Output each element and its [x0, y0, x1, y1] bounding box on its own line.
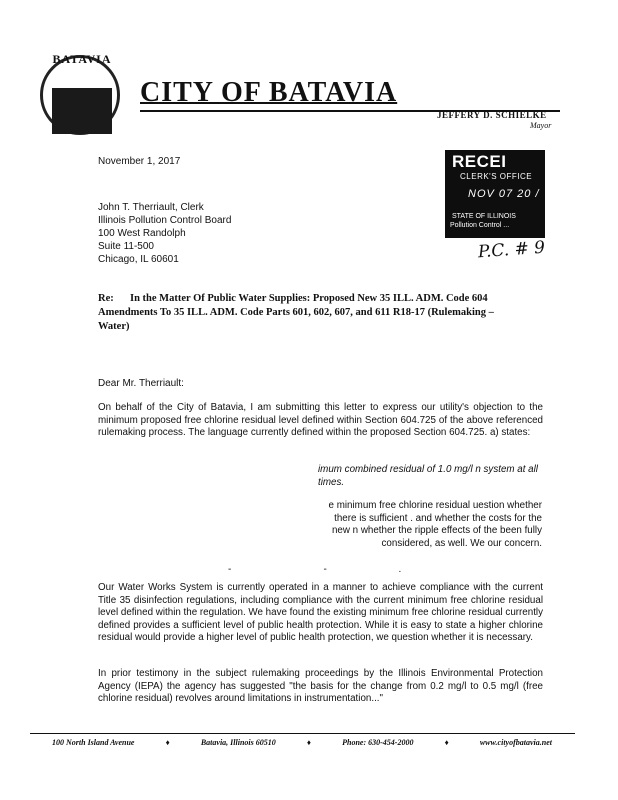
diamond-icon: ♦: [444, 738, 449, 747]
footer: [52, 738, 552, 747]
recipient-line: John T. Therriault, Clerk: [98, 202, 204, 213]
recipient-line: Illinois Pollution Control Board: [98, 215, 232, 226]
salutation: Dear Mr. Therriault:: [98, 378, 184, 389]
letter-date: November 1, 2017: [98, 156, 181, 167]
redaction-marks: - - .: [228, 564, 406, 575]
subject-block: [98, 292, 518, 334]
paragraph-2: Our Water Works System is currently operated in a manner to achieve compliance with the current Title 35 disinfection regulations, including compliance with the current minimum free chlorine residual level defined within the regulation. We have found the existing minimum free chlorine residual currently defined provides a sufficient level of public health protection. While it is easy to state a higher chlorine residual would provide a higher level of public health protection, we question whether it is necessary.: [98, 582, 543, 643]
paragraph-3: In prior testimony in the subject rulemaking proceedings by the Illinois Environmental Protection Agency (IEPA) the agency has suggested "the basis for the change from 0.2 mg/l to 0.5 mg/l (free chlorine residual) revolves around limitations in instrumentation...": [98, 668, 543, 704]
subject-text: In the Matter Of Public Water Supplies: Proposed New 35 ILL. ADM. Code 604 Amendments To 35 ILL. ADM. Code Parts 601, 602, 607, and 611 R18-17 (Rulemaking – Water): [98, 293, 494, 332]
recipient-address: [98, 201, 231, 266]
stamp-date-text: NOV 07 20 /: [468, 188, 540, 200]
handwritten-note: P.C. # 9: [477, 237, 546, 263]
diamond-icon: ♦: [165, 738, 170, 747]
recipient-line: Chicago, IL 60601: [98, 254, 179, 265]
mayor-name: JEFFERY D. SCHIELKE: [437, 110, 547, 120]
quoted-text-2: e minimum free chlorine residual uestion whether there is sufficient . and whether the costs for the new n whether the ripple effects of the been fully considered, as well. We our concern.: [328, 500, 542, 549]
subject-label: Re:: [98, 293, 114, 304]
quoted-text-1: imum combined residual of 1.0 mg/l n system at all times.: [318, 464, 538, 488]
footer-city: Batavia, Illinois 60510: [200, 738, 276, 747]
footer-phone: Phone: 630-454-2000: [342, 738, 414, 747]
stamp-clerk-text: CLERK'S OFFICE: [460, 172, 533, 181]
seal-text: BATAVIA: [52, 52, 112, 66]
footer-rule: [30, 733, 575, 734]
paragraph-1: On behalf of the City of Batavia, I am submitting this letter to express our utility's objection to the minimum proposed free chlorine residual level defined within Section 604.725 of the above referenced rulemaking process. The language currently defined within the proposed Section 604.725. a) states:: [98, 402, 543, 438]
footer-address: 100 North Island Avenue: [52, 738, 135, 747]
letterhead-city-name: CITY OF BATAVIA: [140, 77, 398, 108]
diamond-icon: ♦: [306, 738, 311, 747]
footer-website: www.cityofbatavia.net: [479, 738, 552, 747]
stamp-pollution-text: Pollution Control ...: [450, 222, 510, 229]
recipient-line: Suite 11-500: [98, 241, 154, 252]
stamp-received-text: RECEI: [452, 152, 507, 171]
stamp-state-text: STATE OF ILLINOIS: [452, 213, 516, 220]
recipient-line: 100 West Randolph: [98, 228, 186, 239]
mayor-title: Mayor: [530, 121, 552, 130]
seal-image: [52, 88, 112, 134]
